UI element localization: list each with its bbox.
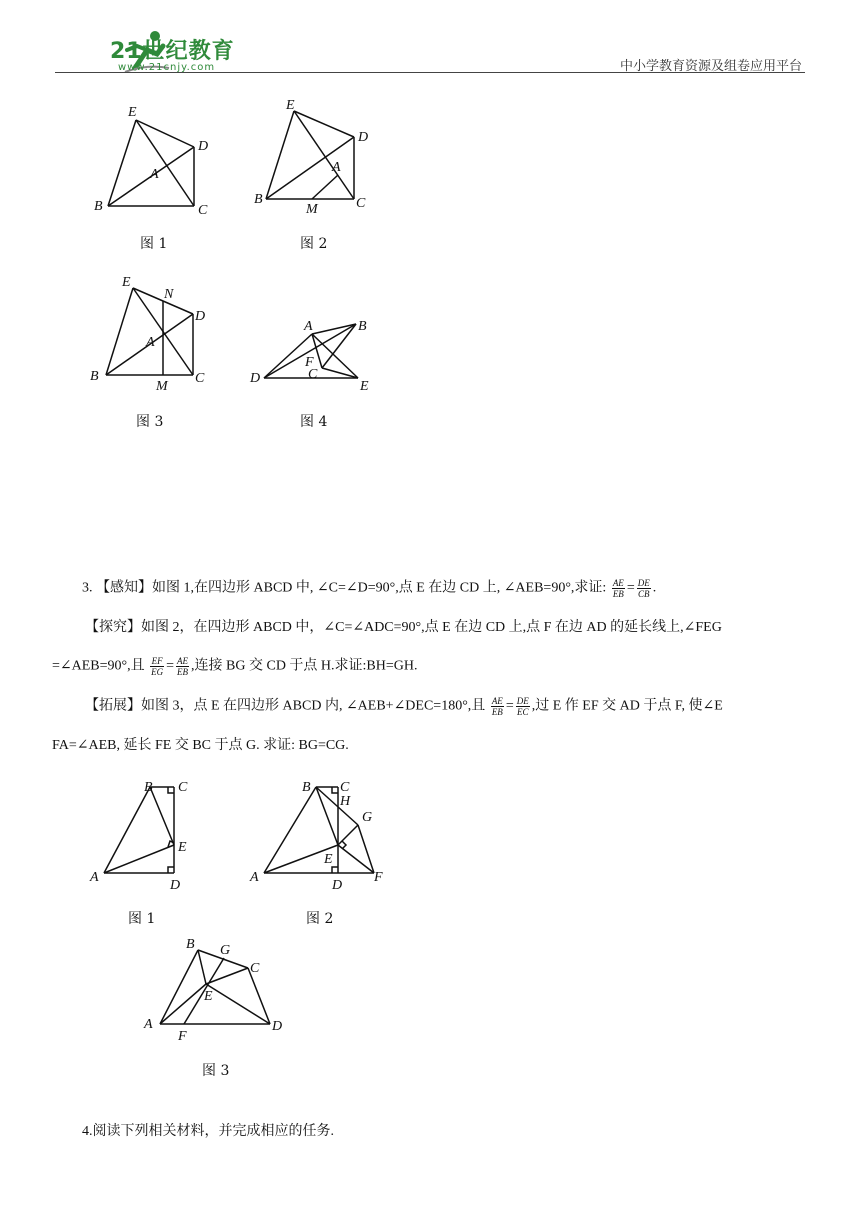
label-F: F (305, 355, 314, 370)
fraction-ae-eb-2: $\frac{AE}{EB}$ (177, 656, 189, 677)
label-E: E (178, 840, 187, 855)
fraction-ef-eg: $\frac{EF}{EG}$ (151, 656, 164, 677)
label-E: E (122, 275, 131, 290)
problem3-line3: =∠AEB=90°,且 $\frac{EF}{EG}$ = $\frac{AE}{EB}$ ,连接 BG 交 CD 于点 H.求证:BH=GH. (52, 656, 418, 677)
label-D: D (170, 878, 181, 893)
bottom-figure-1 (88, 775, 203, 895)
bottom-fig3-caption: 图 3 (202, 1063, 230, 1079)
figure-lines (266, 111, 354, 199)
problem3-line5: FA=∠AEB, 延长 FE 交 BC 于点 G. 求证: BG=CG. (52, 738, 349, 753)
label-E: E (286, 98, 295, 113)
label-D: D (332, 878, 343, 893)
figure-lines (106, 288, 193, 375)
figure-lines (108, 120, 194, 206)
top-figure-3 (88, 272, 218, 397)
label-B: B (302, 780, 311, 795)
top-figure-4 (248, 310, 388, 400)
label-F: F (178, 1029, 187, 1044)
label-E: E (324, 852, 333, 867)
label-D: D (198, 139, 209, 154)
label-D: D (272, 1019, 283, 1034)
label-C: C (356, 196, 366, 211)
label-G: G (220, 943, 231, 958)
problem3-line2: 【探究】如图 2，在四边形 ABCD 中，∠C=∠ADC=90°,点 E 在边 CD 上,点 F 在边 AD 的延长线上,∠FEG (85, 620, 722, 635)
label-G: G (362, 810, 373, 825)
label-B: B (186, 937, 195, 952)
label-A: A (150, 167, 159, 182)
label-C: C (198, 203, 208, 218)
logo-url: www.21cnjy.com (118, 62, 216, 73)
label-A: A (144, 1017, 153, 1032)
label-F: F (374, 870, 383, 885)
fraction-de-cb: $\frac{DE}{CB}$ (637, 578, 650, 599)
label-D: D (358, 130, 369, 145)
label-C: C (308, 367, 318, 382)
header-platform-title: 中小学教育资源及组卷应用平台 (619, 59, 802, 74)
fraction-ae-eb: $\frac{AE}{EB}$ (612, 578, 624, 599)
bottom-figure-2 (248, 775, 393, 895)
problem3-line4: 【拓展】如图 3，点 E 在四边形 ABCD 内, ∠AEB+∠DEC=180°,且 $\frac{AE}{EB}$ = $\frac{DE}{EC}$ ,过 E 作 EF 交 AD 于点 F, 使∠E (85, 696, 723, 717)
top-figure-1 (90, 100, 220, 220)
label-B: B (254, 192, 263, 207)
label-B: B (90, 369, 99, 384)
label-C: C (250, 961, 260, 976)
figure-lines (104, 787, 174, 873)
label-C: C (195, 371, 205, 386)
label-E: E (360, 379, 369, 394)
label-A: A (146, 335, 155, 350)
label-C: C (340, 780, 350, 795)
top-fig3-caption: 图 3 (136, 414, 164, 430)
label-E: E (204, 989, 213, 1004)
label-H: H (340, 794, 351, 809)
label-M: M (306, 202, 318, 217)
label-A: A (332, 160, 341, 175)
label-M: M (156, 379, 168, 394)
bottom-fig1-caption: 图 1 (128, 911, 156, 927)
bottom-figure-3 (140, 930, 290, 1045)
label-C: C (178, 780, 188, 795)
problem3-line1-text: 3. 【感知】如图 1,在四边形 ABCD 中, ∠C=∠D=90°,点 E 在边 CD 上, ∠AEB=90°,求证: (82, 580, 610, 596)
label-B: B (94, 199, 103, 214)
top-figure-2 (252, 95, 382, 220)
top-fig4-caption: 图 4 (300, 414, 328, 430)
bottom-fig2-caption: 图 2 (306, 911, 334, 927)
label-B: B (358, 319, 367, 334)
problem4-intro: 4.阅读下列相关材料，并完成相应的任务. (82, 1124, 334, 1139)
top-fig2-caption: 图 2 (300, 236, 328, 252)
top-fig1-caption: 图 1 (140, 236, 168, 252)
label-D: D (250, 371, 261, 386)
figure-lines (264, 787, 374, 873)
label-B: B (144, 780, 153, 795)
fraction-ae-eb-3: $\frac{AE}{EB}$ (491, 696, 503, 717)
label-A: A (90, 870, 99, 885)
label-D: D (195, 309, 206, 324)
label-N: N (164, 287, 174, 302)
fraction-de-ec: $\frac{DE}{EC}$ (516, 696, 529, 717)
problem3-line1: 3. 【感知】如图 1,在四边形 ABCD 中, ∠C=∠D=90°,点 E 在边 CD 上, ∠AEB=90°,求证: $\frac{AE}{EB}$ = $\frac{DE}{CB}$ . (82, 578, 657, 599)
header-divider (55, 72, 805, 73)
label-A: A (304, 319, 313, 334)
logo-text: 21世纪教育 (110, 39, 235, 64)
label-E: E (128, 105, 137, 120)
label-A: A (250, 870, 259, 885)
